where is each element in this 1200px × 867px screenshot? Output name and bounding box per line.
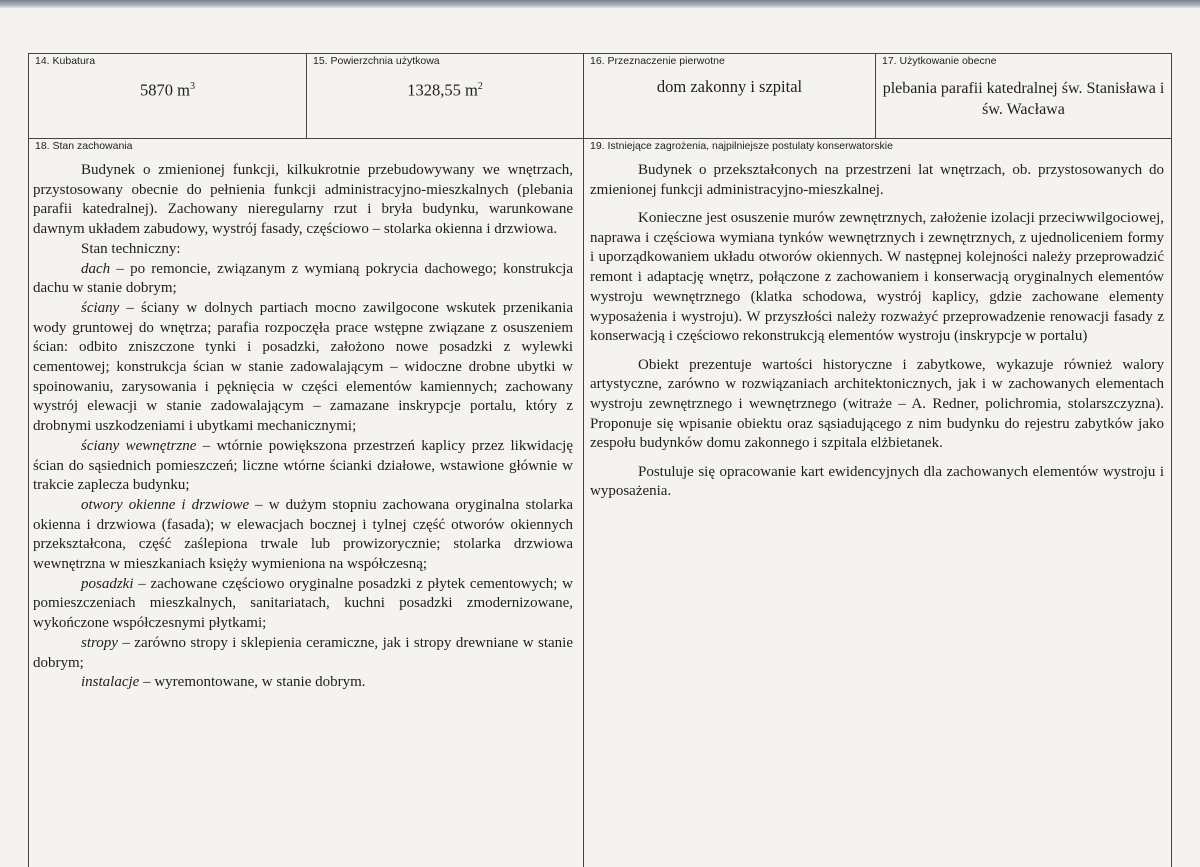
paragraph: Konieczne jest osuszenie murów zewnętrznych, założenie izolacji przeciwwilgociowej, naprawa i częściowa wymiana tynków wewnętrznych i zewnętrznych, z ujednoliceniem formy i uporządkowaniem układu otworów okiennych. W następnej kolejności należy przeprowadzić remont i adaptację wnętrz, połączone z zachowaniem i konserwacją oryginalnych elementów wystroju wewnętrznego (klatka schodowa, wystrój kaplicy, gdzie zachowane elementy wyposażenia i wystroju). W przyszłości należy rozważyć przeprowadzenie renowacji fasady z konserwacją i częściowo rekonstrukcją elementów wystroju (inskrypcje w portalu) — [590, 210, 1164, 345]
tech-item: dach – po remoncie, związanym z wymianą pokrycia dachowego; konstrukcja dachu w stanie dobrym; — [33, 260, 573, 297]
tech-item: posadzki – zachowane częściowo oryginalne posadzki z płytek cementowych; w pomieszczeniach mieszkalnych, sanitariatach, kuchni posadzki zmodernizowane, wykończone współczesnymi płytkami; — [33, 575, 573, 632]
cell-label: 15. Powierzchnia użytkowa — [313, 55, 440, 67]
cell-uzytkowanie — [875, 54, 1171, 138]
record-card — [28, 53, 1172, 867]
cell-label: 16. Przeznaczenie pierwotne — [590, 55, 725, 67]
cell-value: plebania parafii katedralnej św. Stanisława i św. Wacława — [882, 80, 1165, 118]
cell-value: dom zakonny i szpital — [656, 77, 803, 96]
cell-kubatura — [29, 54, 306, 138]
cell-powierzchnia — [306, 54, 583, 138]
section-label: 19. Istniejące zagrożenia, najpilniejsze postulaty konserwatorskie — [590, 140, 893, 152]
paragraph: Postuluje się opracowanie kart ewidencyjnych dla zachowanych elementów wystroju i wyposażenia. — [590, 463, 1164, 500]
tech-item: otwory okienne i drzwiowe – w dużym stopniu zachowana oryginalna stolarka okienna i drzwiowa (fasada); w elewacjach bocznej i tylnej część otworów okiennych przekształcona, część zaślepiona trwale lub prowizorycznie; stolarka drzwiowa wewnętrzna w mieszkaniach księży wymieniona na współczesną; — [33, 496, 573, 573]
scan-edge — [0, 0, 1200, 8]
header-row — [29, 54, 1171, 139]
section-text — [590, 161, 1164, 502]
tech-title: Stan techniczny: — [81, 240, 181, 257]
cell-label: 17. Użytkowanie obecne — [882, 55, 997, 67]
body-row — [29, 139, 1171, 867]
section-label: 18. Stan zachowania — [35, 140, 133, 152]
section-zagrozenia — [583, 139, 1172, 867]
section-stan-zachowania — [29, 139, 583, 867]
section-text — [33, 161, 573, 693]
cell-value: 5870 $m^3$ — [140, 80, 195, 100]
cell-label: 14. Kubatura — [35, 55, 96, 67]
cell-value: 1328,55 $m^2$ — [407, 80, 483, 100]
paragraph: Obiekt prezentuje wartości historyczne i zabytkowe, wykazuje również walory artystyczne, zarówno w rozwiązaniach architektonicznych, jak i w zachowanych elementach wystroju zewnętrznego i wewnętrznego (witraże – A. Redner, polichromia, stolarszczyzna). Proponuje się wpisanie obiektu oraz sąsiadującego z nim budynku do rejestru zabytków jako zespołu budynków domu zakonnego i szpitala elżbietanek. — [590, 356, 1164, 452]
intro-paragraph: Budynek o zmienionej funkcji, kilkukrotnie przebudowywany we wnętrzach, przystosowany obecnie do pełnienia funkcji administracyjno-mieszkalnych (plebania parafii katedralnej). Zachowany nieregularny rzut i bryła budynku, warunkowane dawnym układem zabudowy, wystrój fasady, częściowo – stolarka okienna i drzwiowa. — [33, 162, 573, 238]
paragraph: Budynek o przekształconych na przestrzeni lat wnętrzach, ob. przystosowanych do zmienionej funkcji administracyjno-mieszkalnej. — [590, 162, 1164, 198]
tech-item: instalacje – wyremontowane, w stanie dobrym. — [81, 674, 366, 691]
tech-item: ściany wewnętrzne – wtórnie powiększona przestrzeń kaplicy przez likwidację ścian do sąsiednich pomieszczeń; liczne wtórne ścianki działowe, wstawione głównie w trakcie zaplecza budynku; — [33, 437, 573, 494]
tech-item: ściany – ściany w dolnych partiach mocno zawilgocone wskutek przenikania wody gruntowej do wnętrza; parafia rozpoczęła prace wstępne związane z osuszeniem ścian: odbito zniszczone tynki i posadzki, założono nowe posadzki z wylewki cementowej; konstrukcja ścian w stanie zadowalającym – widoczne drobne ubytki w spoinowaniu, zarysowania i pęknięcia w części elementów kamiennych; zachowany wystrój elewacji w stanie zadowalającym – zamazane inskrypcje portalu, który z drobnymi uszkodzeniami i ubytkami mechanicznymi; — [33, 299, 573, 435]
cell-przeznaczenie — [583, 54, 875, 138]
tech-item: stropy – zarówno stropy i sklepienia ceramiczne, jak i stropy drewniane w stanie dobrym; — [33, 634, 573, 671]
